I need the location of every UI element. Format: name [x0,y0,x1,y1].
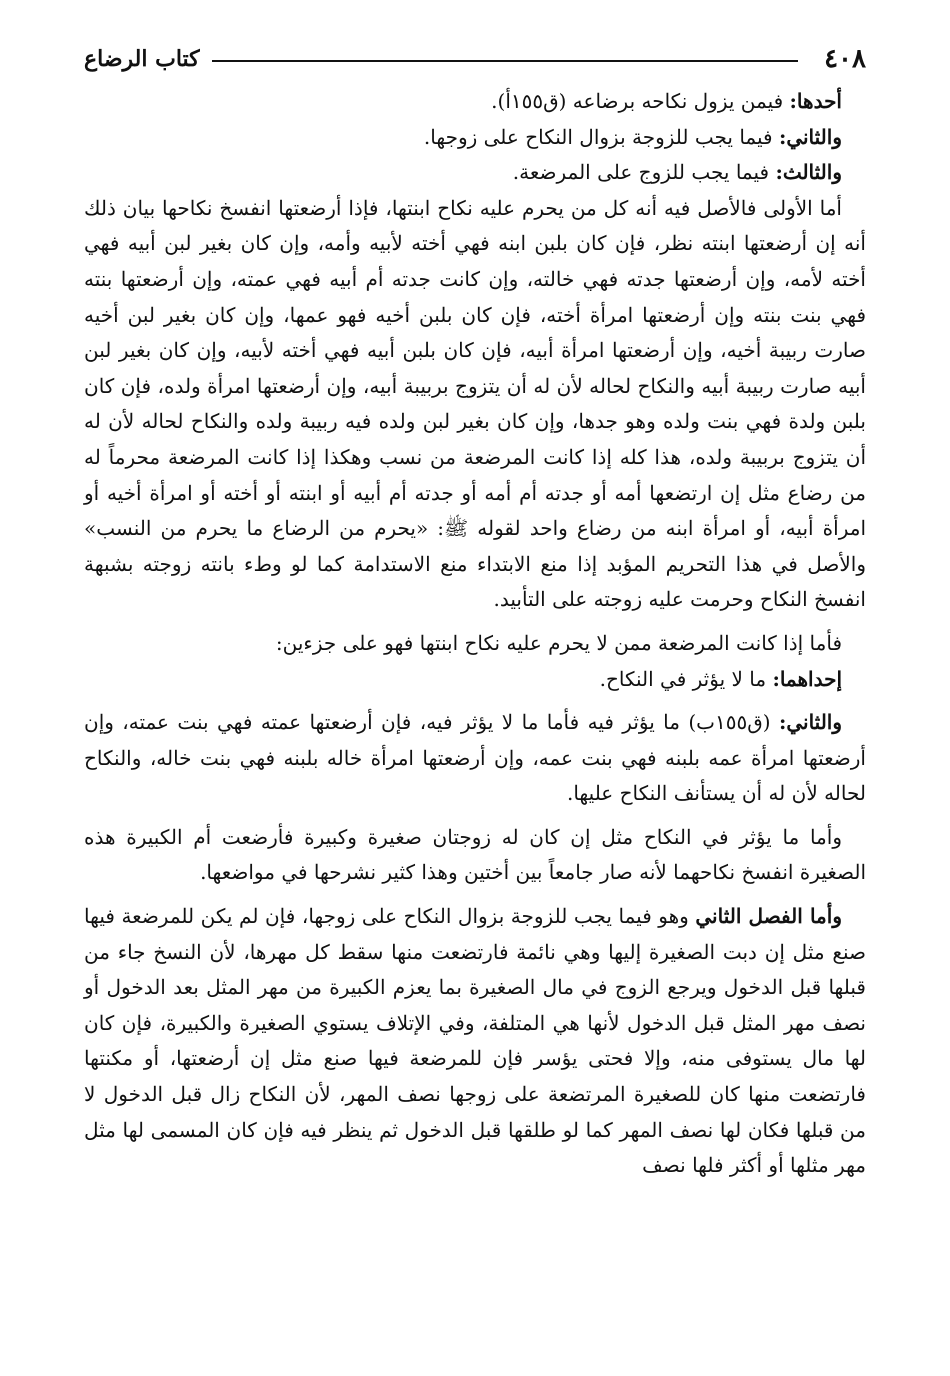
list-item-first [84,84,866,120]
item-label: إحداهما: [772,666,842,691]
paragraph-second-section [84,899,866,1184]
paragraph-first-section: أما الأولى فالأصل فيه أنه كل من يحرم عليه نكاح ابنتها، فإذا أرضعتها انفسخ نكاحها بيان ذلك أنه إن أرضعتها ابنته نظر، فإن كان بلبن ابنه فهي أخته لأبيه وأمه، وإن كان بغير لبن أبيه فهي أخته لأمه، وإن أرضعتها جدته فهي خالته، وإن كانت جدته أم أبيه فهي عمته، وإن أرضعتها بنته فهي بنت بنته وإن أرضعتها امرأة أخته، فإن كان بلبن أخيه فهو عمها، وإن كان بغير لبن أخيه صارت ربيبة أخيه، وإن أرضعتها امرأة أبيه، فإن كان بلبن أبيه فهي أخته لأبيه، وإن كان بغير لبن أبيه صارت ربيبة أبيه والنكاح لحاله لأن له أن يتزوج بربيبة أبيه، وإن أرضعتها امرأة ولده، فإن كان بلبن ولدة فهي بنت ولده وهو جدها، وإن كان بغير لبن ولده فيه ربيبة ولده والنكاح لحاله لأن له أن يتزوج بربيبة ولده، هذا كله إذا كانت المرضعة من نسب وهكذا إذا كانت المرضعة محرماً له من رضاع مثل إن ارتضعها أمه أو جدته أم أمه أو جدته أم أبيه أو ابنته أو أخته أو امرأة أخيه أو امرأة أبيه، أو امرأة ابنه من رضاع واحد لقوله ﷺ: «يحرم من الرضاع ما يحرم من النسب» والأصل في هذا التحريم المؤبد إذا منع الابتداء منع الاستدامة كما لو وطء بانته زوجته بشبهة انفسخ النكاح وحرمت عليه زوجته على التأبيد. [84,195,866,612]
page-header [84,34,866,84]
spacer [84,891,866,899]
list-item-third [84,155,866,191]
paragraph-two-parts: فأما إذا كانت المرضعة ممن لا يحرم عليه نكاح ابنتها فهو على جزءين: [275,630,842,655]
page-number: ٤٠٨ [824,44,866,74]
section-text: وهو فيما يجب للزوجة بزوال النكاح على زوجها، فإن لم يكن للمرضعة فيها صنع مثل إن دبت الصغيرة إليها وهي نائمة فارتضعت منها سقط كل مهرها، لأن النسخ جاء من قبلها قبل الدخول ويرجع الزوج في مال الصغيرة بما يعزم الكبيرة من مهر المثل بعد الدخول أو نصف مهر المثل قبل الدخول لأنها هي المتلفة، وفي الإتلاف يستوي الصغيرة والكبيرة، فإن كان لها مال يستوفى منه، وإلا فحتى يؤسر فإن للمرضعة فيها صنع مثل إن أرضعتها، أو مكنتها فارتضعت منها كان للصغيرة المرتضعة على زوجها نصف المهر، لأن النكاح زال قبل الدخول لا من قبلها فكان لها نصف المهر كما لو طلقها قبل الدخول ثم ينظر فيه فإن كان المسمى لها مثل مهر مثلها أو أكثر فلها نصف [84,904,866,1178]
item-label: والثاني: [778,124,842,149]
document-page [84,34,866,1354]
list-item-part-one [84,662,866,698]
spacer [84,812,866,820]
header-rule [212,60,798,62]
spacer [84,697,866,705]
book-title: كتاب الرضاع [84,46,200,72]
item-text: فيما يجب للزوج على المرضعة. [512,160,770,185]
spacer [84,618,866,626]
paragraph-sisters: وأما ما يؤثر في النكاح مثل إن كان له زوجتان صغيرة وكبيرة فأرضعت أم الكبيرة هذه الصغيرة انفسخ نكاحهما لأنه صار جامعاً بين أختين وهذا كثير نشرحها في مواضعها. [84,824,866,885]
list-item-part-two [84,705,866,812]
list-item-second [84,120,866,156]
page-body [84,84,866,1184]
section-label: وأما الفصل الثاني [695,904,842,929]
item-text: فيمن يزول نكاحه برضاعه (ق١٥٥أ). [491,89,784,113]
item-text: ما لا يؤثر في النكاح. [599,666,767,691]
item-label: والثالث: [775,160,842,185]
item-label: أحدها: [789,89,842,113]
item-label: والثاني: [778,710,843,735]
item-text: فيما يجب للزوجة بزوال النكاح على زوجها. [423,124,773,149]
item-text: (ق١٥٥ب) ما يؤثر فيه فأما ما لا يؤثر فيه، فإن أرضعتها عمته فهي بنت عمته، وإن أرضعتها امرأة عمه بلبنه فهي بنت عمه، وإن أرضعتها امرأة خاله بلبنه فهي بنت خاله، والنكاح لحاله لأن له أن يستأنف النكاح عليها. [84,710,866,806]
